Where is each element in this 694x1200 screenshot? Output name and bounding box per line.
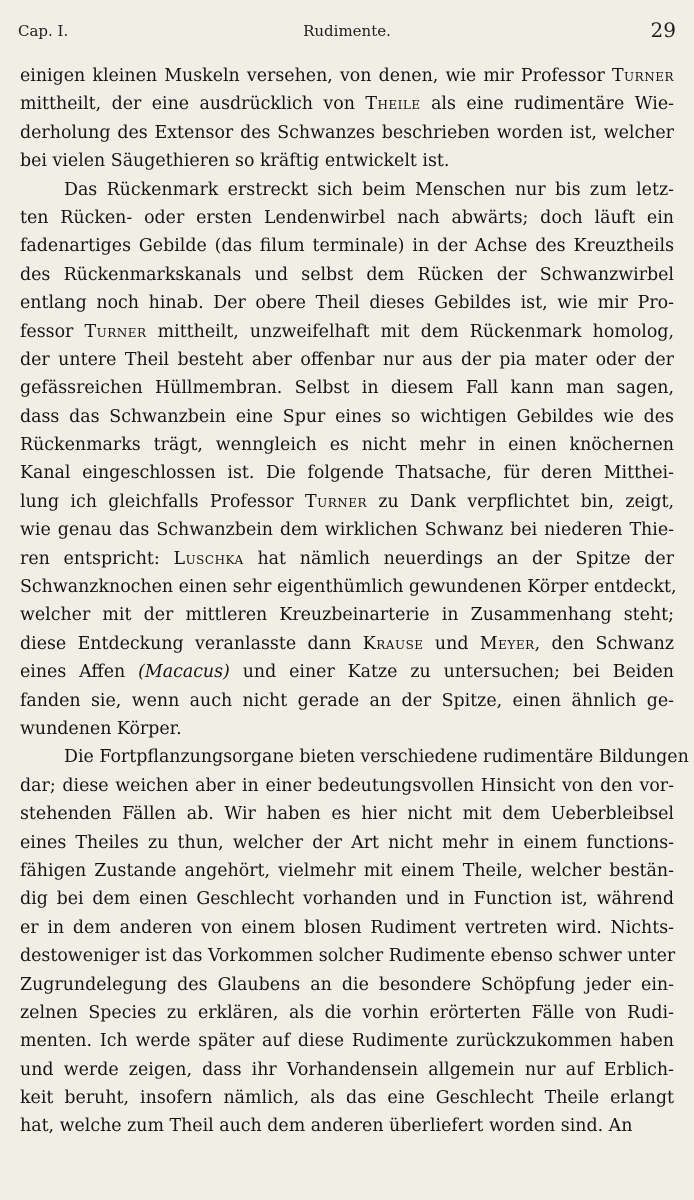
text-run: lung ich gleichfalls Professor xyxy=(20,491,305,512)
text-run: entlang noch hinab. Der obere Theil dieses Gebildes ist, wie mir Pro- xyxy=(20,293,674,314)
text-run: eines Theiles zu thun, welcher der Art nicht mehr in einem functions- xyxy=(20,832,674,853)
text-run: dar; diese weichen aber in einer bedeutungsvollen Hinsicht von den vor- xyxy=(20,775,674,796)
text-run: , den Schwanz xyxy=(534,633,674,654)
text-line xyxy=(20,743,689,771)
text-run: ren entspricht: xyxy=(20,548,174,569)
text-run: mittheilt, der eine ausdrücklich von xyxy=(20,94,366,115)
text-run: gefässreichen Hüllmembran. Selbst in diesem Fall kann man sagen, xyxy=(20,378,674,399)
text-run: stehenden Fällen ab. Wir haben es hier nicht mit dem Ueberbleibsel xyxy=(20,804,674,825)
text-line xyxy=(20,147,674,175)
text-run: als eine rudimentäre Wie- xyxy=(420,94,674,115)
text-line xyxy=(20,885,674,913)
text-line xyxy=(20,289,674,317)
text-line xyxy=(20,261,674,289)
author-name: Turner xyxy=(611,66,674,86)
text-line xyxy=(20,971,674,999)
text-line xyxy=(20,516,674,544)
page-number: 29 xyxy=(650,18,676,42)
text-run: der untere Theil besteht aber offenbar nur aus der pia mater oder der xyxy=(20,349,674,370)
paragraph xyxy=(20,176,677,744)
author-name: Turner xyxy=(305,491,368,512)
text-run: keit beruht, insofern nämlich, als das eine Geschlecht Theile erlangt xyxy=(20,1088,674,1109)
text-line xyxy=(20,90,674,118)
running-header xyxy=(18,18,676,44)
text-run: dig bei dem einen Geschlecht vorhanden und in Function ist, während xyxy=(20,889,674,910)
text-line xyxy=(20,715,674,743)
text-run: ten Rücken- oder ersten Lendenwirbel nach abwärts; doch läuft ein xyxy=(20,207,674,228)
text-line xyxy=(20,658,674,686)
text-line xyxy=(20,829,674,857)
text-line xyxy=(20,942,674,970)
text-run: derholung des Extensor des Schwanzes beschrieben worden ist, welcher xyxy=(20,122,674,143)
italic-term: (Macacus) xyxy=(138,662,230,683)
text-run: fanden sie, wenn auch nicht gerade an der Spitze, einen ähnlich ge- xyxy=(20,690,674,711)
text-run: Die Fortpflanzungsorgane bieten verschiedene rudimentäre Bildungen xyxy=(64,747,689,768)
author-name: Meyer xyxy=(479,633,535,654)
text-line xyxy=(20,119,674,147)
text-run: fadenartiges Gebilde (das filum terminale) in der Achse des Kreuztheils xyxy=(20,236,674,257)
author-name: Krause xyxy=(362,633,424,654)
text-line xyxy=(20,1112,674,1140)
running-title: Rudimente. xyxy=(303,22,391,40)
text-run: er in dem anderen von einem blosen Rudiment vertreten wird. Nichts- xyxy=(20,917,674,938)
text-run: Schwanzknochen einen sehr eigenthümlich gewundenen Körper entdeckt, xyxy=(20,577,677,598)
text-line xyxy=(20,630,674,658)
text-run: hat nämlich neuerdings an der Spitze der xyxy=(243,548,675,569)
author-name: Theile xyxy=(365,94,421,115)
text-run: wie genau das Schwanzbein dem wirklichen Schwanz bei niederen Thie- xyxy=(20,520,674,541)
author-name: Luschka xyxy=(173,548,244,569)
text-run: destoweniger ist das Vorkommen solcher Rudimente ebenso schwer unter xyxy=(20,946,676,967)
author-name: Turner xyxy=(84,321,147,342)
text-run: bei vielen Säugethieren so kräftig entwickelt ist. xyxy=(20,151,450,172)
text-run: zelnen Species zu erklären, als die vorhin erörterten Fälle von Rudi- xyxy=(20,1002,674,1023)
text-run: Kanal eingeschlossen ist. Die folgende Thatsache, für deren Mitthei- xyxy=(20,463,674,484)
text-line xyxy=(20,601,674,629)
text-run: Zugrundelegung des Glaubens an die besondere Schöpfung jeder ein- xyxy=(20,974,674,995)
text-run: fähigen Zustande angehört, vielmehr mit einem Theile, welcher bestän- xyxy=(20,860,674,881)
text-line xyxy=(20,403,674,431)
text-line xyxy=(20,1056,674,1084)
chapter-label: Cap. I. xyxy=(18,22,69,40)
text-line xyxy=(20,772,674,800)
text-line xyxy=(20,62,674,90)
text-line xyxy=(20,914,674,942)
text-line xyxy=(20,374,674,402)
text-run: hat, welche zum Theil auch dem anderen überliefert worden sind. An xyxy=(20,1116,633,1137)
text-line xyxy=(20,545,674,573)
text-line xyxy=(20,857,674,885)
text-run: und werde zeigen, dass ihr Vorhandensein allgemein nur auf Erblich- xyxy=(20,1059,674,1080)
text-line xyxy=(20,573,677,601)
text-run: Das Rückenmark erstreckt sich beim Menschen nur bis zum letz- xyxy=(64,179,674,200)
text-run: welcher mit der mittleren Kreuzbeinarterie in Zusammenhang steht; xyxy=(20,605,674,626)
body-text xyxy=(20,62,689,1141)
text-run: des Rückenmarkskanals und selbst dem Rücken der Schwanzwirbel xyxy=(20,264,674,285)
text-line xyxy=(20,687,674,715)
text-line xyxy=(20,318,674,346)
text-run: Rückenmarks trägt, wennglеich es nicht mehr in einen knöchernen xyxy=(20,435,674,456)
text-line xyxy=(20,232,674,260)
text-run: und xyxy=(423,633,480,654)
text-line xyxy=(20,204,674,232)
paragraph xyxy=(20,62,674,176)
text-line xyxy=(20,431,674,459)
text-line xyxy=(20,1084,674,1112)
text-run: diese Entdeckung veranlasste dann xyxy=(20,633,363,654)
text-run: menten. Ich werde später auf diese Rudimente zurückzukommen haben xyxy=(20,1031,674,1052)
text-run: zu Dank verpflichtet bin, zeigt, xyxy=(367,491,674,512)
text-run: fessor xyxy=(20,321,85,342)
text-line xyxy=(20,999,674,1027)
text-run: und einer Katze zu untersuchen; bei Beiden xyxy=(229,662,674,683)
text-run: wundenen Körper. xyxy=(20,718,182,739)
text-line xyxy=(20,800,674,828)
text-run: eines Affen xyxy=(20,662,139,683)
text-line xyxy=(20,176,674,204)
text-run: einigen kleinen Muskeln versehen, von denen, wie mir Professor xyxy=(20,66,612,86)
text-run: dass das Schwanzbein eine Spur eines so wichtigen Gebildes wie des xyxy=(20,406,674,427)
text-line xyxy=(20,346,674,374)
text-run: mittheilt, unzweifelhaft mit dem Rückenmark homolog, xyxy=(146,321,674,342)
text-line xyxy=(20,488,674,516)
text-line xyxy=(20,1027,674,1055)
paragraph xyxy=(20,743,689,1140)
text-line xyxy=(20,459,674,487)
